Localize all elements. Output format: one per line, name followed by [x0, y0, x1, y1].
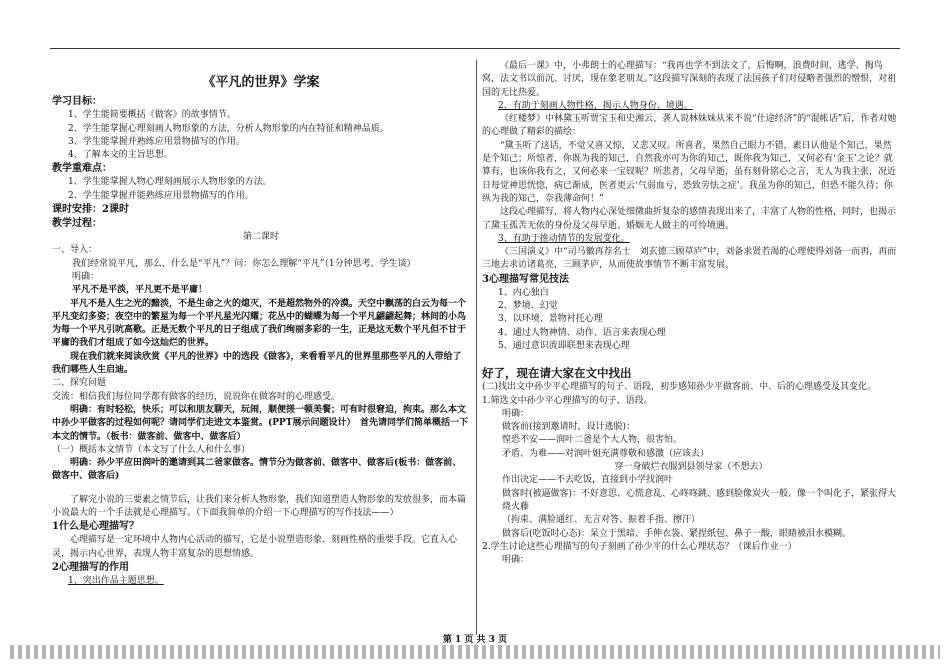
- right-paragraph: 3心理描写常见技法: [482, 273, 569, 285]
- left-paragraph: 一、导入：: [52, 245, 98, 256]
- right-paragraph: 4、通过人物神情、动作、语言来表现心理: [498, 327, 666, 338]
- right-paragraph: 《三国演义》中“司马徽再荐名士 刘玄德三顾草庐”中，刘备求贤若渴的心理使得刘备一而再，再而三地去求访诸葛亮，三顾茅庐，从而使故事情节不断丰富发展。: [482, 247, 897, 271]
- left-paragraph: 学习目标：: [52, 96, 102, 108]
- right-paragraph: 明确：: [502, 408, 530, 419]
- right-paragraph: 做客前(接到邀请时，设计逃脱)：: [502, 422, 636, 433]
- left-paragraph: 心理描写是一定环境中人物内心活动的描写，它是小说塑造形象、刻画性格的重要手段。它直入心灵，揭示内心世界，表现人物丰富复杂的思想情感。: [52, 535, 458, 559]
- left-paragraph: 2、学生能掌握心理刻画人物形象的方法，分析人物形象的内在特征和精神品质。: [68, 123, 389, 134]
- right-paragraph: 1、内心独白: [498, 287, 549, 298]
- left-paragraph: （一）概括本文情节（本文写了什么人和什么事）: [52, 444, 251, 455]
- left-paragraph: 二、探究问题: [52, 378, 107, 389]
- right-paragraph: “黛玉听了这话，不觉又喜又惊，又悲又叹。所喜者，果然自己眼力不错，素日认他是个知己，果然是个知己；所惊者，你既为我的知己，自然我亦可为你的知己，既你我为知己，又何必有‘金玉’之论？就算有，也该你我有之，又何必来一宝钗呢？所悲者，父母早逝，虽有刻骨铭心之言，无人为我主张，况近日每觉神思恍惚，病已渐成，医者更云‘气弱血亏，恐致劳怯之症’。我虽为你的知己，但恐不能久待；你纵为我的知己，奈我薄命何！”: [482, 140, 897, 204]
- right-paragraph: 3、以环境、景物衬托心理: [498, 314, 603, 325]
- left-paragraph: 4、了解本文的主旨思想。: [68, 150, 173, 161]
- right-paragraph: 1.筛选文中孙少平心理描写的句子、语段。: [482, 395, 653, 406]
- left-paragraph: 2心理描写的作用: [52, 561, 129, 573]
- right-paragraph: 做客时(被逼做客)：不好意思、心慌意乱、心咚咚跳、感到脸像炭火一般、像一个叫化子，紧张得大烧火藤: [502, 488, 897, 512]
- right-paragraph: 做客后(吃饭时心态)：呆立于黑暗、手伸衣袋、紧捏纸包、鼻子一酸，眼睛被泪水模糊。: [502, 528, 852, 539]
- column-divider: [476, 60, 477, 635]
- page-number: 第 1 页 共 3 页: [442, 635, 508, 645]
- right-paragraph: 《最后一课》中，小弗朗士的心理描写：“我再也学不到法文了，后悔啊，浪费时间、逃学、掏鸟窝，法文书以前沉、讨厌，现在象老朋友。”这段描写深刻的表现了法国孩子们对侵略者强烈的憎恨，对祖国的无比热爱。: [482, 61, 897, 98]
- right-paragraph: 5、通过意识流即联想来表现心理: [498, 340, 630, 351]
- left-paragraph: 我们经常说平凡，那么，什么是“平凡”？问：你怎么理解“平凡”（1分钟思考，学生谈）: [72, 258, 416, 269]
- right-paragraph: 穿一身破烂衣服到县领导家（不想去）: [614, 462, 768, 473]
- left-paragraph: 1、学生能掌握人物心理刻画展示人物形象的方法。: [68, 177, 272, 188]
- right-paragraph: 《红楼梦》中林黛玉听贾宝玉和史湘云、袭人说林妹妹从来不说“仕途经济”的“混帐话”后，作者对她的心理做了精彩的描绘：: [482, 114, 897, 138]
- document-title: 《平凡的世界》学案: [202, 75, 320, 90]
- left-paragraph: 明确：孙少平应田润叶的邀请到其二爸家做客。情节分为做客前、做客中、做客后(板书：做客前、做客中、做客后): [52, 458, 462, 482]
- header-rule: [50, 48, 900, 49]
- left-paragraph: 1什么是心理描写？: [52, 521, 139, 533]
- right-paragraph: （拘束、满脸通红、无言对答、振着手指、擦汗）: [502, 515, 701, 526]
- left-paragraph: 现在我们就来阅读欣赏《平凡的世界》中的选段《做客》，来看看平凡的世界里那些平凡的人带给了我们哪些人生启迪。: [52, 351, 462, 376]
- decorative-border: [10, 645, 940, 659]
- left-paragraph: 教学过程：: [52, 218, 102, 230]
- left-paragraph: 第二课时: [242, 232, 279, 243]
- left-paragraph: 3、学生能掌握并熟练应用景物描写的作用。: [68, 136, 245, 147]
- left-paragraph: 交流：相信我们每位同学都有做客的经历，说说你在做客时的心理感受。: [52, 391, 341, 402]
- left-paragraph: 课时安排：2课时: [52, 204, 129, 216]
- right-paragraph: 作出决定——不去吃饭，直接到小学找润叶: [502, 475, 674, 486]
- right-paragraph: 这段心理描写，将人物内心深处细微曲折复杂的感情表现出来了，丰富了人物的性格，同时，也揭示了黛玉孤苦无依的身份及父母早逝、婚姻无人做主的可怜境遇。: [482, 207, 897, 231]
- left-paragraph: 2、学生能掌握并能熟练应用景物描写的作用。: [68, 190, 254, 201]
- right-paragraph: 明确：: [502, 555, 530, 566]
- right-paragraph: 2、梦境、幻觉: [498, 301, 558, 312]
- left-paragraph: 了解完小说的三要素之情节后，让我们来分析人物形象，我们知道塑造人物形象的发放很多，而本篇小说最大的一个手法就是心理描写。（下面我简单的介绍一下心理描写的写作技法——）: [52, 494, 467, 519]
- left-column: [52, 60, 470, 588]
- left-paragraph: [52, 484, 470, 494]
- left-paragraph: 1、学生能简要概括《做客》的故事情节。: [68, 110, 236, 121]
- left-paragraph: 教学重难点：: [52, 163, 112, 175]
- left-paragraph: 1、突出作品主题思想。: [68, 575, 164, 586]
- right-paragraph: 2.学生讨论这些心理描写的句子刻画了孙少平的什么心理状态？（课后作业一）: [482, 541, 797, 552]
- right-paragraph: 惶恐不安——润叶二爸是个大人物，很害怕。: [502, 435, 683, 446]
- right-paragraph: 2、有助于刻画人物性格，揭示人物身份、境遇。: [498, 100, 693, 111]
- right-column: [482, 60, 900, 567]
- left-paragraph: 平凡不是人生之光的黯淡，不是生命之火的熄灭，不是超然物外的冷漠。天空中飘荡的白云为每一个平凡变幻多姿；夜空中的繁星为每一个平凡星光闪耀；花丛中的蝴蝶为每一个平凡翩翩起舞；林间的小鸟为每一个平凡引吭高歌。正是无数个平凡的日子组成了我们绚丽多彩的一生，正是这无数个平凡但不甘于平庸的我们才组成了如今这灿烂的世界。: [52, 298, 467, 349]
- left-paragraph: 平凡不是平淡，平凡更不是平庸！: [72, 285, 208, 296]
- right-body: [482, 60, 900, 567]
- right-paragraph: 矛盾、为难——对润叶姐充满尊敬和感激（应该去）: [502, 448, 710, 459]
- right-paragraph: (二)找出文中孙少平心理描写的句子、语段，初步感知孙少平做客前、中、后的心理感受及其变化。: [482, 382, 877, 393]
- left-paragraph: 明确：有时轻松，快乐；可以和朋友聊天，玩闹，顺便搓一顿美餐；可有时很窘迫，拘束。那么本文中孙少平做客的过程如何呢？请同学们走进文本鉴赏。(PPT展示问题设计） 首先请同学们简单概括一下本文的情节。（板书：做客前、做客中、做客后）: [52, 404, 468, 442]
- left-body: [52, 95, 470, 588]
- right-paragraph: 3、有助于推动情节的发展变化。: [498, 233, 630, 244]
- left-paragraph: 明确：: [72, 271, 100, 282]
- right-paragraph: 好了，现在请大家在文中找出: [482, 366, 632, 381]
